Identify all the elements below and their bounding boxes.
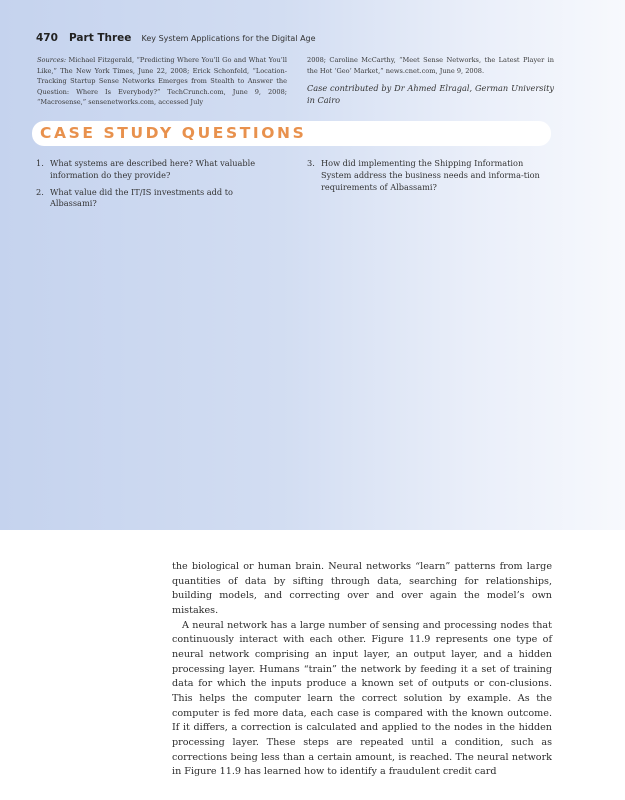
case-study-banner xyxy=(32,121,551,146)
questions-column-left xyxy=(36,158,278,215)
running-header xyxy=(36,26,316,45)
part-label: Part Three xyxy=(69,32,132,44)
question-number: 1. xyxy=(36,158,44,168)
sources-label: Sources: xyxy=(37,56,67,64)
question-number: 3. xyxy=(307,158,315,168)
question-item xyxy=(36,158,278,182)
sources-text-1: Michael Fitzgerald, “Predicting Where You’ll Go and What You’ll Like,” The New York Times, June 22, 2008; Erick Schonfeld, “Location-Tracking Startup Sense Networks Emerges from Stealth to Answer the Question: Where Is Everybody?” TechCrunch.com, June 9, 2008; “Macrosense,” sensenetworks.com, accessed July xyxy=(37,56,287,107)
question-number: 2. xyxy=(36,186,44,197)
question-item xyxy=(36,187,278,211)
question-text: What value did the IT/IS investments add to Albassami? xyxy=(50,186,233,209)
question-text: What systems are described here? What valuable information do they provide? xyxy=(50,158,256,180)
sources-column-1 xyxy=(37,55,287,108)
question-text: How did implementing the Shipping Information System address the business needs and informa-tion requirements of Albassami? xyxy=(321,158,540,192)
body-paragraph: the biological or human brain. Neural networks “learn” patterns from large quantities of data by sifting through data, searching for relationships, building models, and correcting over and over again the model’s own mistakes. xyxy=(172,561,552,616)
part-title: Key System Applications for the Digital Age xyxy=(141,34,316,43)
main-body-text xyxy=(172,560,552,780)
sources-column-2: 2008; Caroline McCarthy, “Meet Sense Networks, the Latest Player in the Hot ‘Geo’ Market,” news.cnet.com, June 9, 2008. xyxy=(307,56,554,75)
body-paragraph: A neural network has a large number of sensing and processing nodes that continuously interact with each other. Figure 11.9 represents one type of neural network comprising an input layer, an output layer, and a hidden processing layer. Humans “train” the network by feeding it a set of training data for which the inputs produce a known set of outputs or con-clusions. This helps the computer learn the correct solution by example. As the computer is fed more data, each case is compared with the known outcome. If it differs, a correction is calculated and applied to the nodes in the hidden processing layer. These steps are repeated until a condition, such as corrections being less than a certain amount, is reached. The neural network in Figure 11.9 has learned how to identify a fraudulent credit card xyxy=(172,619,552,778)
case-credit: Case contributed by Dr Ahmed Elragal, German University in Cairo xyxy=(307,83,554,105)
questions-column-right xyxy=(307,158,549,198)
case-study-title: CASE STUDY QUESTIONS xyxy=(40,124,307,142)
question-item xyxy=(307,158,549,193)
page-number: 470 xyxy=(36,32,58,44)
